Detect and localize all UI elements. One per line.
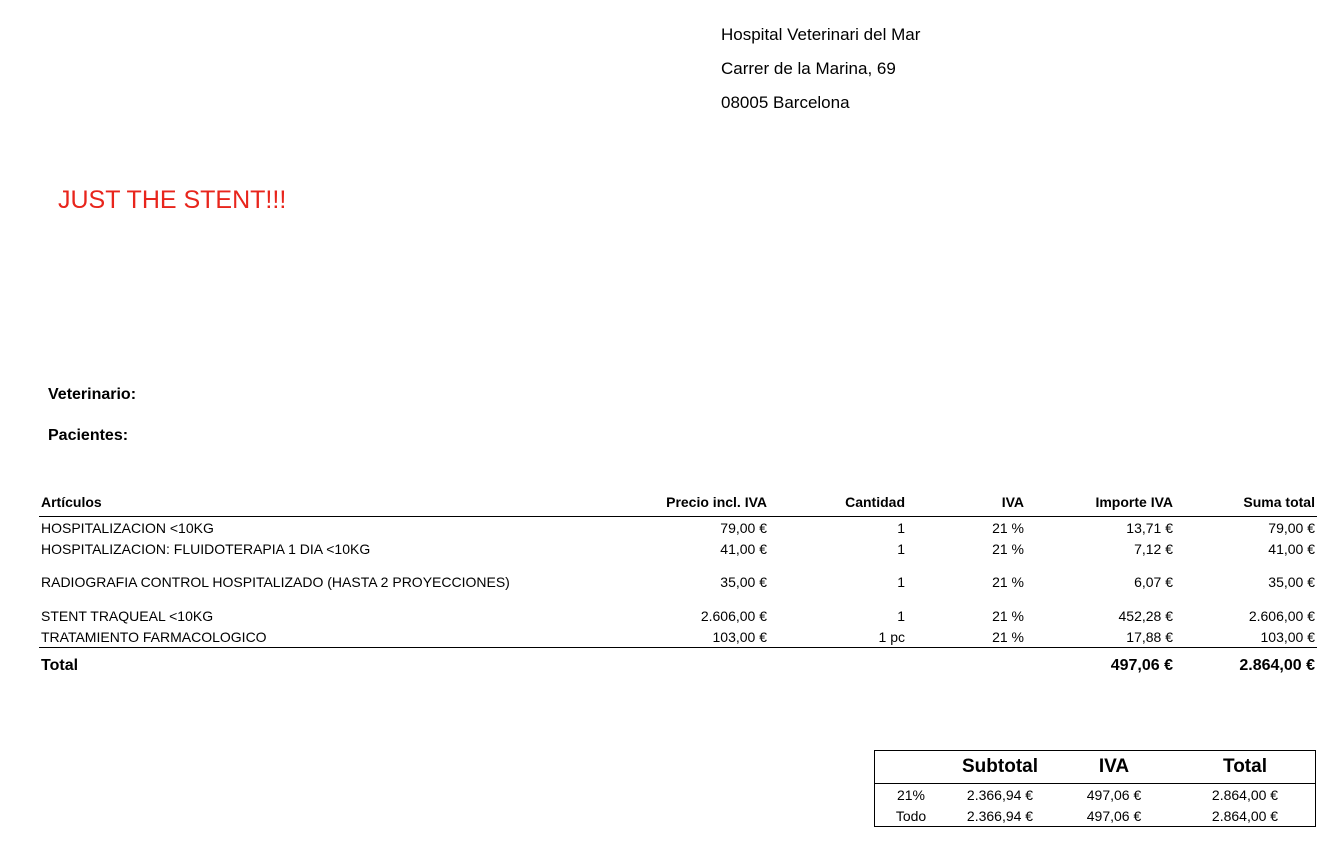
summary-total: 2.864,00 € xyxy=(1211,786,1279,803)
clinic-name: Hospital Veterinari del Mar xyxy=(721,25,921,44)
table-row xyxy=(39,605,1317,626)
item-suma: 79,00 € xyxy=(1268,519,1315,536)
item-articulo: TRATAMIENTO FARMACOLOGICO xyxy=(39,626,603,648)
total-label: Total xyxy=(41,657,79,674)
item-precio: 35,00 € xyxy=(720,574,767,590)
vat-summary-table xyxy=(874,750,1316,827)
clinic-city: 08005 Barcelona xyxy=(721,93,850,112)
summary-rate: Todo xyxy=(895,807,927,824)
items-header-row xyxy=(39,488,1317,517)
item-cantidad: 1 xyxy=(897,540,905,557)
item-articulo: HOSPITALIZACION: FLUIDOTERAPIA 1 DIA <10KG xyxy=(41,540,371,557)
col-cantidad: Cantidad xyxy=(769,488,907,517)
item-importe-iva: 452,28 € xyxy=(1118,607,1173,624)
item-suma: 35,00 € xyxy=(1268,574,1315,590)
item-precio: 79,00 € xyxy=(720,519,767,536)
summary-col-total: Total xyxy=(1175,751,1316,784)
col-suma-total: Suma total xyxy=(1175,488,1317,517)
col-importe-iva: Importe IVA xyxy=(1026,488,1175,517)
summary-col-iva: IVA xyxy=(1053,751,1175,784)
pacientes-label: Pacientes: xyxy=(48,427,129,444)
item-iva: 21 % xyxy=(992,574,1024,590)
clinic-address xyxy=(721,18,920,120)
item-cantidad: 1 xyxy=(897,607,905,624)
item-iva: 21 % xyxy=(907,626,1026,648)
total-suma: 2.864,00 € xyxy=(1239,657,1315,674)
items-table xyxy=(39,488,1317,684)
summary-col-subtotal: Subtotal xyxy=(947,751,1053,784)
table-row xyxy=(39,517,1317,539)
summary-total: 2.864,00 € xyxy=(1211,807,1279,824)
summary-iva: 497,06 € xyxy=(1086,786,1142,803)
table-row xyxy=(39,559,1317,605)
table-row xyxy=(39,626,1317,648)
total-row xyxy=(39,648,1317,685)
item-iva: 21 % xyxy=(992,519,1024,536)
item-precio: 41,00 € xyxy=(720,540,767,557)
item-suma: 41,00 € xyxy=(1268,540,1315,557)
clinic-street: Carrer de la Marina, 69 xyxy=(721,59,896,78)
item-articulo: STENT TRAQUEAL <10KG xyxy=(41,607,214,624)
summary-subtotal: 2.366,94 € xyxy=(966,786,1034,803)
summary-iva: 497,06 € xyxy=(1086,807,1142,824)
summary-row xyxy=(875,784,1316,806)
stent-note: JUST THE STENT!!! xyxy=(58,186,287,214)
item-precio: 103,00 € xyxy=(603,626,769,648)
item-cantidad: 1 pc xyxy=(769,626,907,648)
summary-header-row xyxy=(875,751,1316,784)
veterinario-label: Veterinario: xyxy=(48,386,137,403)
summary-rate: 21% xyxy=(896,786,926,803)
summary-col-rate xyxy=(875,751,948,784)
summary-subtotal: 2.366,94 € xyxy=(966,807,1034,824)
item-iva: 21 % xyxy=(992,607,1024,624)
item-importe-iva: 6,07 € xyxy=(1134,574,1173,590)
item-importe-iva: 17,88 € xyxy=(1026,626,1175,648)
item-precio: 2.606,00 € xyxy=(700,607,767,624)
col-articulos: Artículos xyxy=(39,488,603,517)
item-cantidad: 1 xyxy=(897,574,905,590)
item-suma: 2.606,00 € xyxy=(1248,607,1315,624)
item-articulo: HOSPITALIZACION <10KG xyxy=(41,519,214,536)
item-importe-iva: 7,12 € xyxy=(1134,540,1173,557)
col-iva: IVA xyxy=(907,488,1026,517)
item-suma: 103,00 € xyxy=(1175,626,1317,648)
item-cantidad: 1 xyxy=(897,519,905,536)
item-articulo: RADIOGRAFIA CONTROL HOSPITALIZADO (HASTA 2 PROYECCIONES) xyxy=(41,574,510,590)
col-precio: Precio incl. IVA xyxy=(603,488,769,517)
item-importe-iva: 13,71 € xyxy=(1126,519,1173,536)
total-importe-iva: 497,06 € xyxy=(1110,657,1173,674)
table-row xyxy=(39,538,1317,559)
item-iva: 21 % xyxy=(992,540,1024,557)
summary-row xyxy=(875,805,1316,827)
